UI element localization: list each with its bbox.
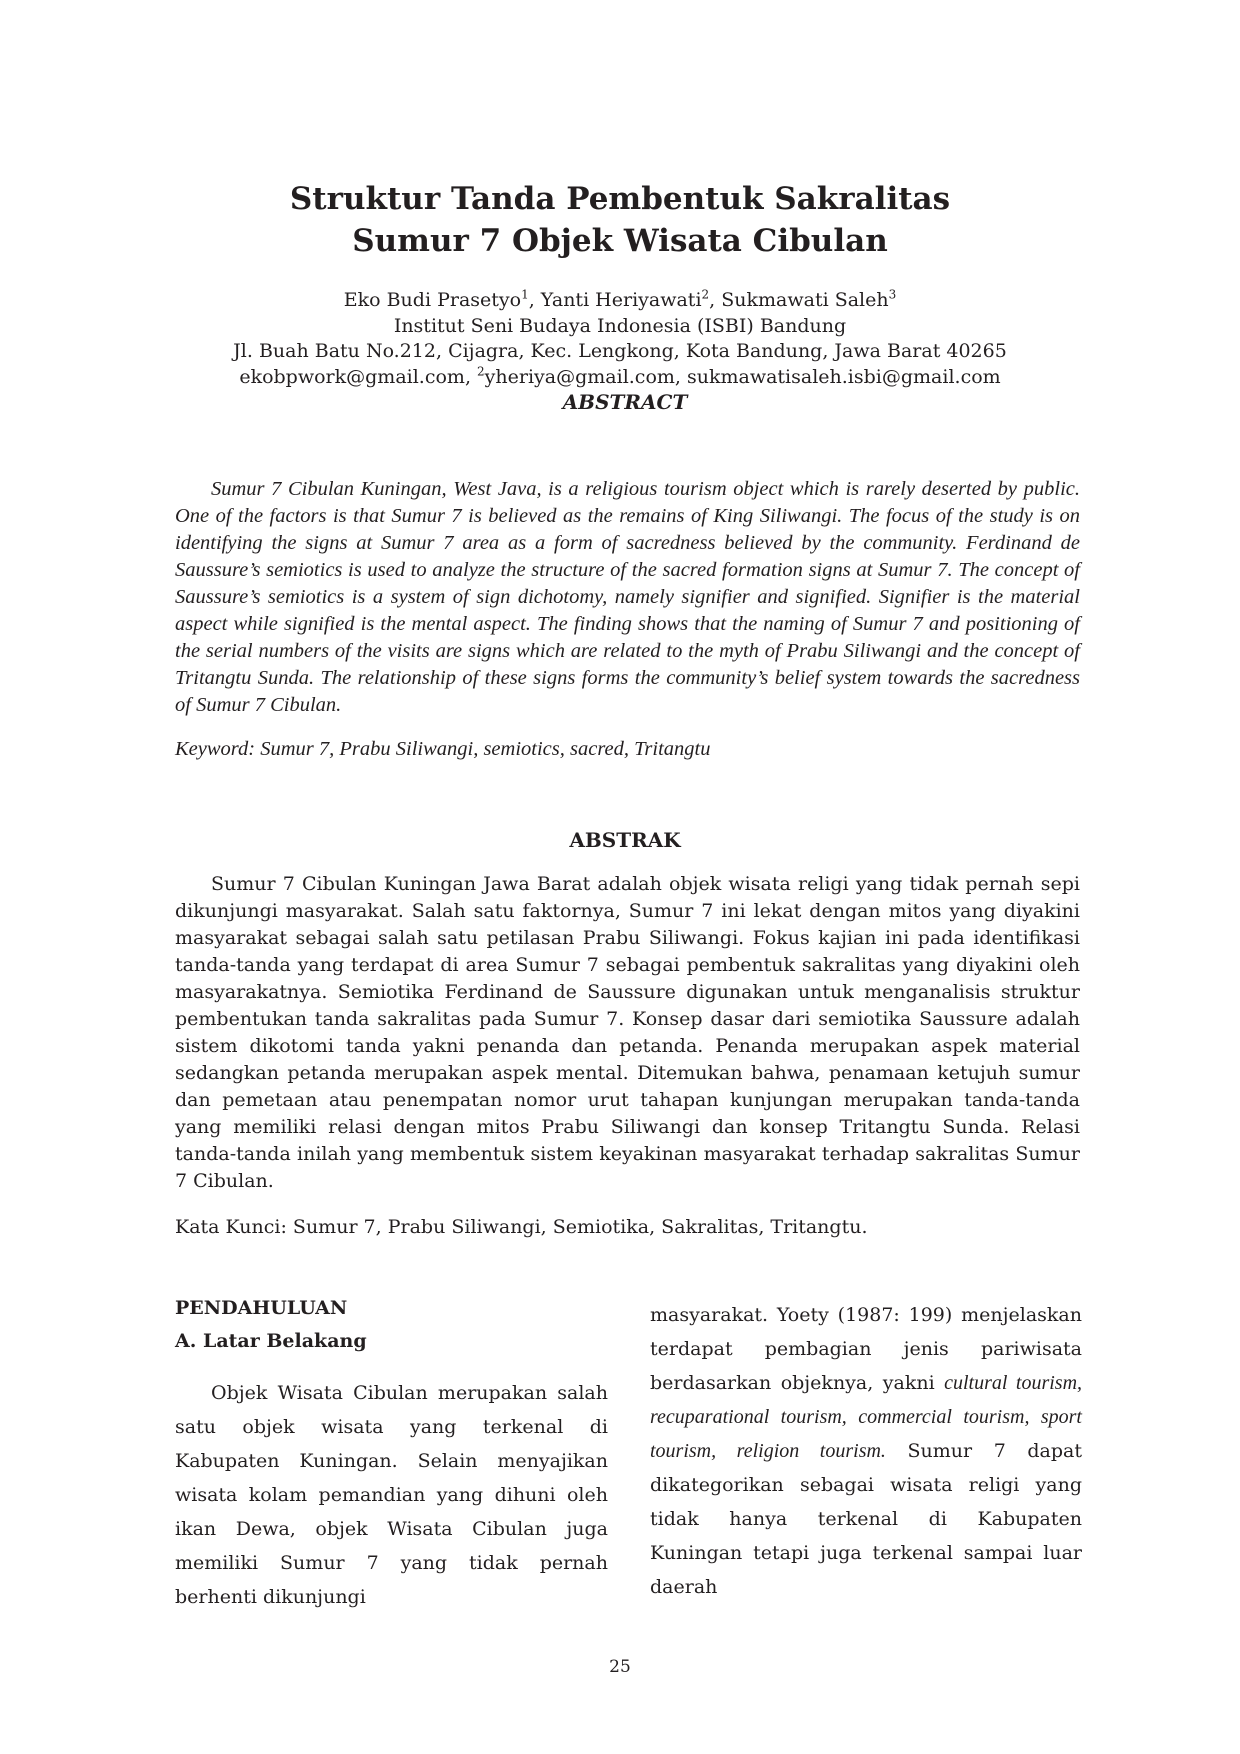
continued-text-2: Sumur 7 dapat dikategorikan sebagai wisata religi yang tidak hanya terkenal di Kabupaten Kuningan tetapi juga terkenal sampai luar daerah	[650, 1440, 1082, 1598]
email-sup: 2	[477, 364, 485, 379]
author-1-sup: 1	[521, 287, 529, 302]
abstract-text: Sumur 7 Cibulan Kuningan, West Java, is a religious tourism object which is rarely deserted by public. One of the factors is that Sumur 7 is believed as the remains of King Siliwangi. The focus of the study is on identifying the signs at Sumur 7 area as a form of sacredness believed by the community. Ferdinand de Saussure’s semiotics is used to analyze the structure of the sacred formation signs at Sumur 7. The concept of Saussure’s semiotics is a system of sign dichotomy, namely signifier and signified. Signifier is the material aspect while signified is the mental aspect. The finding shows that the naming of Sumur 7 and positioning of the serial numbers of the visits are signs which are related to the myth of Prabu Siliwangi and the concept of Tritangtu Sunda. The relationship of these signs forms the community’s belief system towards the sacredness of Sumur 7 Cibulan.	[175, 478, 1080, 716]
page-number: 25	[609, 1657, 631, 1677]
author-2-sup: 2	[701, 287, 710, 302]
abstrak-heading: ABSTRAK	[569, 828, 681, 852]
title-line-1: Struktur Tanda Pembentuk Sakralitas	[289, 181, 951, 217]
address: Jl. Buah Batu No.212, Cijagra, Kec. Lengkong, Kota Bandung, Jawa Barat 40265	[233, 340, 1007, 362]
author-2: , Yanti Heriyawati	[528, 289, 702, 311]
body-column-left	[175, 1292, 608, 1614]
body-column-right	[650, 1298, 1082, 1604]
title-line-2: Sumur 7 Objek Wisata Cibulan	[352, 223, 888, 259]
intro-paragraph-continued	[650, 1298, 1082, 1604]
tourism-types: cultural tourism, recuparational tourism, commercial tourism, sport tourism, religion tourism.	[650, 1372, 1083, 1462]
abstract-keywords: Keyword: Sumur 7, Prabu Siliwangi, semiotics, sacred, Tritangtu	[175, 738, 711, 760]
email-2: yheriya@gmail.com, sukmawatisaleh.isbi@gmail.com	[484, 365, 1001, 388]
abstrak-text: Sumur 7 Cibulan Kuningan Jawa Barat adalah objek wisata religi yang tidak pernah sepi dikunjungi masyarakat. Salah satu faktornya, Sumur 7 ini lekat dengan mitos yang diyakini masyarakat sebagai salah satu petilasan Prabu Siliwangi. Fokus kajian ini pada identifikasi tanda-tanda yang terdapat di area Sumur 7 sebagai pembentuk sakralitas yang diyakini oleh masyarakatnya. Semiotika Ferdinand de Saussure digunakan untuk menganalisis struktur pembentukan tanda sakralitas pada Sumur 7. Konsep dasar dari semiotika Saussure adalah sistem dikotomi tanda yakni penanda dan petanda. Penanda merupakan aspek material sedangkan petanda merupakan aspek mental. Ditemukan bahwa, penamaan ketujuh sumur dan pemetaan atau penempatan nomor urut tahapan kunjungan merupakan tanda-tanda yang memiliki relasi dengan mitos Prabu Siliwangi dan konsep Tritangtu Sunda. Relasi tanda-tanda inilah yang membentuk sistem keyakinan masyarakat terhadap sakralitas Sumur 7 Cibulan.	[175, 873, 1080, 1192]
email-1: ekobpwork@gmail.com,	[239, 365, 478, 388]
author-1: Eko Budi Prasetyo	[343, 289, 522, 311]
section-heading: PENDAHULUAN	[175, 1297, 348, 1319]
continued-text-1: masyarakat. Yoety (1987: 199) menjelaskan terdapat pembagian jenis pariwisata berdasarkan objeknya, yakni	[650, 1304, 1082, 1394]
institution: Institut Seni Budaya Indonesia (ISBI) Bandung	[393, 314, 847, 337]
author-3: , Sukmawati Saleh	[709, 289, 889, 311]
intro-paragraph: Objek Wisata Cibulan merupakan salah satu objek wisata yang terkenal di Kabupaten Kuningan. Selain menyajikan wisata kolam pemandian yang dihuni oleh ikan Dewa, objek Wisata Cibulan juga memiliki Sumur 7 yang tidak pernah berhenti dikunjungi	[175, 1382, 608, 1608]
paper-title	[180, 178, 1060, 262]
abstract-heading: ABSTRACT	[562, 390, 688, 414]
subsection-heading: A. Latar Belakang	[175, 1330, 367, 1352]
author-block	[180, 288, 1060, 390]
author-names	[180, 288, 1060, 314]
abstrak-keywords: Kata Kunci: Sumur 7, Prabu Siliwangi, Semiotika, Sakralitas, Tritangtu.	[175, 1216, 868, 1238]
emails	[180, 365, 1060, 391]
author-3-sup: 3	[888, 287, 897, 302]
